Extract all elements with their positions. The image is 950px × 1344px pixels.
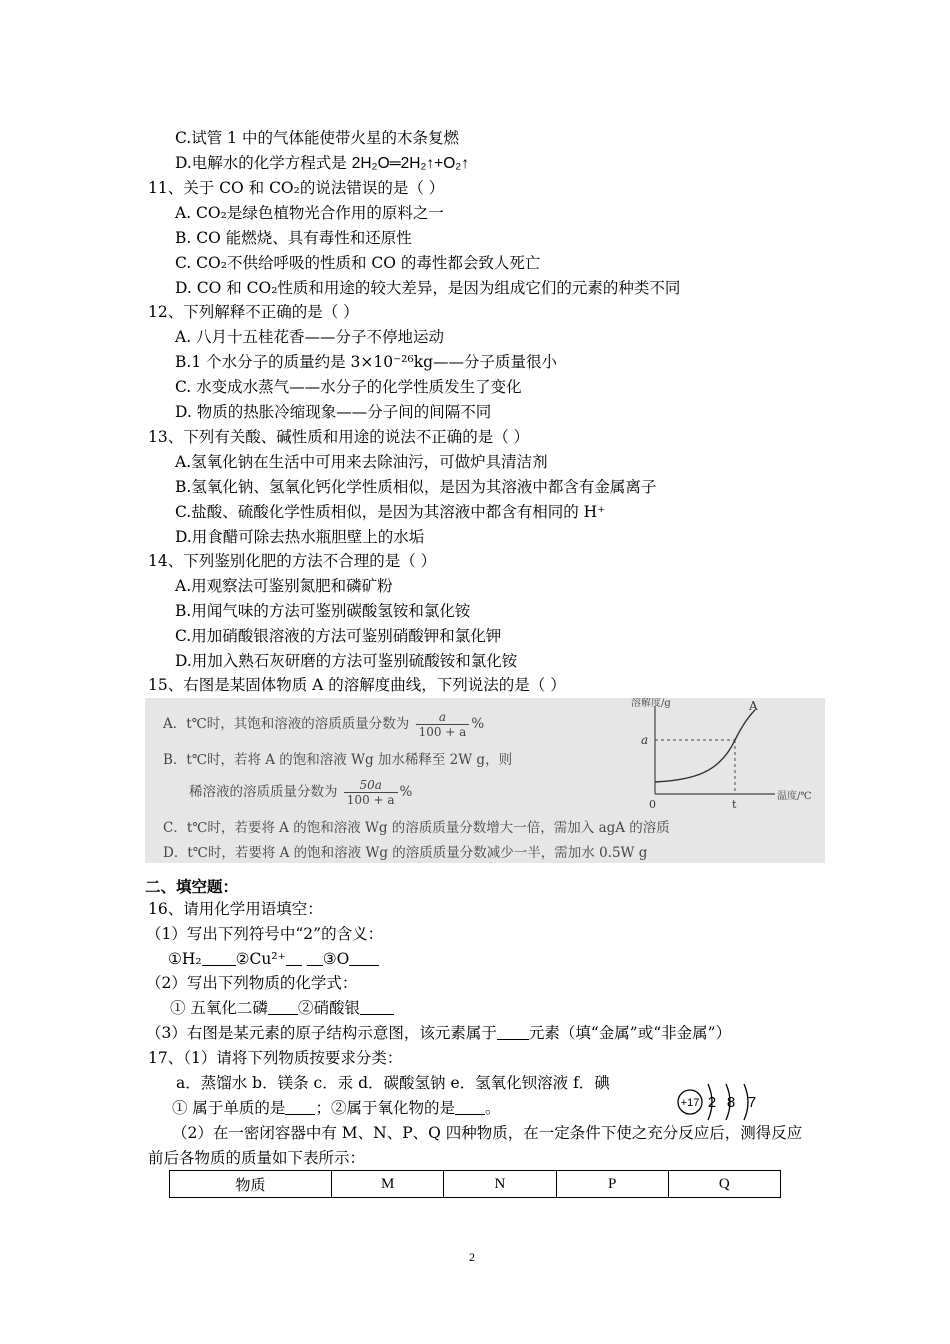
- q13-option-d: D.用食醋可除去热水瓶胆壁上的水垢: [175, 528, 425, 546]
- q11-option-a: A. CO₂是绿色植物光合作用的原料之一: [175, 204, 444, 222]
- q16-blank-cu2[interactable]: [307, 950, 323, 966]
- q17-blank-elements[interactable]: [285, 1099, 315, 1115]
- x-mark: t: [732, 798, 737, 810]
- q15-option-b-line2: 稀溶液的溶质质量分数为 $\frac{50a}{100 + a}$ %: [189, 778, 413, 807]
- curve-a: [655, 710, 755, 782]
- q13-option-b: B.氢氧化钠、氢氧化钙化学性质相似，是因为其溶液中都含有金属离子: [175, 478, 657, 496]
- q12-option-d: D. 物质的热胀冷缩现象——分子间的间隔不同: [175, 403, 492, 421]
- q12-option-a: A. 八月十五桂花香——分子不停地运动: [175, 328, 445, 346]
- q16-blank-cu[interactable]: [286, 950, 302, 966]
- q12-option-b: B.1 个水分子的质量约是 3×10⁻²⁶kg——分子质量很小: [175, 353, 558, 371]
- q10-equation: 2H₂O═2H₂↑+O₂↑: [351, 155, 470, 172]
- q14-option-c: C.用加硝酸银溶液的方法可鉴别硝酸钾和氯化钾: [175, 627, 502, 645]
- q15-option-a: A．t℃时，其饱和溶液的溶质质量分数为 $\frac{a}{100 + a}$ %: [163, 710, 485, 739]
- origin-label: 0: [649, 798, 656, 810]
- x-axis-label: 温度/℃: [777, 791, 812, 802]
- q17-part2-line2: 前后各物质的质量如下表所示：: [148, 1149, 366, 1167]
- q16-part2-items: ① 五氧化二磷 ②硝酸银: [170, 998, 394, 1018]
- q11-option-c: C. CO₂不供给呼吸的性质和 CO 的毒性都会致人死亡: [175, 254, 541, 272]
- q13-stem: 13、下列有关酸、碱性质和用途的说法不正确的是（ ）: [148, 428, 530, 446]
- q17-questions: ① 属于单质的是 ；②属于氧化物的是 。: [172, 1099, 501, 1117]
- solubility-curve-graph: [625, 698, 825, 810]
- curve-label: A: [749, 699, 758, 713]
- q16-blank-h2[interactable]: [202, 950, 236, 966]
- q12-stem: 12、下列解释不正确的是（ ）: [148, 303, 359, 321]
- q14-option-d: D.用加入熟石灰研磨的方法可鉴别硫酸铵和氯化铵: [175, 652, 518, 670]
- table-header-row: [170, 1171, 781, 1198]
- q15-stem: 15、右图是某固体物质 A 的溶解度曲线，下列说法的是（ ）: [148, 676, 566, 694]
- q15-scanned-panel: [145, 698, 825, 863]
- q17-stem: 17、（1）请将下列物质按要求分类：: [148, 1049, 403, 1067]
- q16-part1-items: ①H₂ ②Cu²⁺ ③O: [168, 949, 379, 969]
- q15-option-d: D．t℃时，若要将 A 的饱和溶液 Wg 的溶质质量分数减少一半，需加水 0.5W g: [163, 845, 648, 861]
- q13-option-c: C.盐酸、硫酸化学性质相似，是因为其溶液中都含有相同的 H⁺: [175, 503, 606, 521]
- q16-blank-o[interactable]: [349, 950, 379, 966]
- q11-stem: 11、关于 CO 和 CO₂的说法错误的是（ ）: [148, 179, 445, 197]
- table-header-cell: Q: [668, 1171, 780, 1198]
- q14-option-b: B.用闻气味的方法可鉴别碳酸氢铵和氯化铵: [175, 602, 471, 620]
- q12-option-c: C. 水变成水蒸气——水分子的化学性质发生了变化: [175, 378, 522, 396]
- q11-option-d: D. CO 和 CO₂性质和用途的较大差异，是因为组成它们的元素的种类不同: [175, 279, 681, 297]
- q15-option-c: C．t℃时，若要将 A 的饱和溶液 Wg 的溶质质量分数增大一倍，需加入 agA 的溶质: [163, 820, 670, 836]
- q15-option-a-fraction: $\frac{a}{100 + a}$: [416, 710, 470, 739]
- page-number: 2: [469, 1250, 475, 1264]
- q10-option-d-prefix: D.电解水的化学方程式是: [175, 154, 352, 172]
- q11-option-b: B. CO 能燃烧、具有毒性和还原性: [175, 229, 412, 247]
- q15-option-b-fraction: $\frac{50a}{100 + a}$: [344, 778, 398, 807]
- q17-items: a．蒸馏水 b．镁条 c．汞 d．碳酸氢钠 e．氢氧化钡溶液 f．碘: [176, 1074, 610, 1092]
- atom-structure-diagram: [676, 1082, 776, 1122]
- q10-option-c: C.试管 1 中的气体能使带火星的木条复燃: [175, 129, 459, 147]
- table-header-cell: P: [556, 1171, 668, 1198]
- section-title: 二、填空题：: [145, 877, 239, 896]
- table-header-cell: 物质: [170, 1171, 332, 1198]
- table-header-cell: M: [331, 1171, 443, 1198]
- shell-2-electrons: 8: [726, 1094, 736, 1111]
- mass-table: [169, 1170, 781, 1198]
- q16-blank-element-type[interactable]: [497, 1024, 529, 1040]
- q16-part2: （2）写出下列物质的化学式：: [146, 974, 358, 992]
- q16-blank-p2o5[interactable]: [268, 999, 298, 1015]
- q10-option-d: [175, 153, 469, 174]
- q16-part3: （3）右图是某元素的原子结构示意图，该元素属于 元素（填“金属”或“非金属”）: [146, 1024, 732, 1042]
- q17-part2-line1: （2）在一密闭容器中有 M、N、P、Q 四种物质，在一定条件下使之充分反应后，测得反应: [172, 1124, 803, 1142]
- q16-blank-agno3[interactable]: [360, 999, 394, 1015]
- y-mark: a: [641, 733, 649, 747]
- q16-part1: （1）写出下列符号中“2”的含义：: [146, 925, 384, 943]
- q15-option-b-line1: B．t℃时，若将 A 的饱和溶液 Wg 加水稀释至 2W g，则: [163, 752, 513, 768]
- q16-stem: 16、请用化学用语填空：: [148, 900, 323, 918]
- q13-option-a: A.氢氧化钠在生活中可用来去除油污，可做炉具清洁剂: [175, 453, 548, 471]
- table-header-cell: N: [444, 1171, 556, 1198]
- y-axis-label: 溶解度/g: [631, 698, 671, 709]
- q17-blank-oxides[interactable]: [455, 1099, 485, 1115]
- shell-1-electrons: 2: [707, 1094, 717, 1111]
- q14-option-a: A.用观察法可鉴别氮肥和磷矿粉: [175, 577, 393, 595]
- nucleus-charge: +17: [680, 1097, 700, 1109]
- shell-3-electrons: 7: [747, 1094, 757, 1111]
- q14-stem: 14、下列鉴别化肥的方法不合理的是（ ）: [148, 552, 437, 570]
